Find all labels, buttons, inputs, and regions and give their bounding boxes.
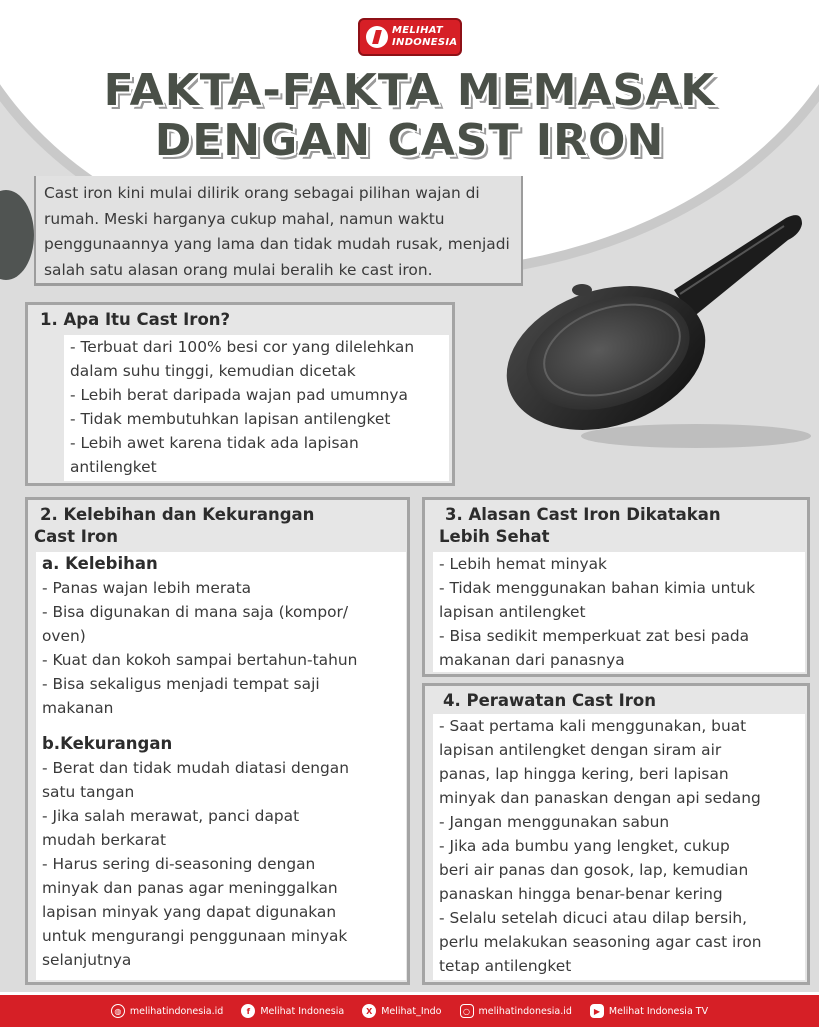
section-pros-cons bbox=[25, 497, 410, 985]
section-health-reasons bbox=[422, 497, 810, 677]
list-item: - Tidak membutuhkan lapisan antilengket bbox=[70, 410, 391, 428]
list-item: perlu melakukan seasoning agar cast iron bbox=[439, 933, 762, 951]
list-item: - Jika ada bumbu yang lengket, cukup bbox=[439, 837, 730, 855]
list-item: selanjutnya bbox=[42, 951, 132, 969]
list-item: lapisan antilengket dengan siram air bbox=[439, 741, 722, 759]
list-item: - Jangan menggunakan sabun bbox=[439, 813, 670, 831]
logo-mark-icon bbox=[366, 26, 388, 48]
list-item: antilengket bbox=[70, 458, 157, 476]
section1-body bbox=[64, 335, 449, 481]
intro-line: rumah. Meski harganya cukup mahal, namun waktu bbox=[44, 209, 445, 228]
instagram-icon: ○ bbox=[460, 1004, 474, 1018]
logo-line2: INDONESIA bbox=[392, 37, 458, 48]
section-care bbox=[422, 683, 810, 985]
list-item: tetap antilengket bbox=[439, 957, 572, 975]
list-item: minyak dan panaskan dengan api sedang bbox=[439, 789, 761, 807]
pros-heading: a. Kelebihan bbox=[42, 554, 158, 573]
footer-youtube-link[interactable] bbox=[590, 1004, 708, 1018]
section2-title-line2: Cast Iron bbox=[34, 527, 119, 546]
list-item: satu tangan bbox=[42, 783, 135, 801]
list-item: - Lebih awet karena tidak ada lapisan bbox=[70, 434, 359, 452]
list-item: - Bisa sekaligus menjadi tempat saji bbox=[42, 675, 320, 693]
section3-body bbox=[433, 552, 805, 672]
footer-website-text: melihatindonesia.id bbox=[129, 1005, 224, 1017]
section4-body bbox=[433, 714, 805, 980]
list-item: panas, lap hingga kering, beri lapisan bbox=[439, 765, 729, 783]
footer-instagram-text: melihatindonesia.id bbox=[478, 1005, 572, 1017]
section3-title-line1: 3. Alasan Cast Iron Dikatakan bbox=[445, 505, 721, 524]
x-icon: X bbox=[362, 1004, 376, 1018]
list-item: - Lebih berat daripada wajan pad umumnya bbox=[70, 386, 408, 404]
list-item: beri air panas dan gosok, lap, kemudian bbox=[439, 861, 749, 879]
intro-box bbox=[34, 176, 523, 286]
list-item: panaskan hingga benar-benar kering bbox=[439, 885, 723, 903]
intro-accent bbox=[0, 190, 34, 280]
title-line2: DENGAN CAST IRON bbox=[154, 115, 665, 166]
footer-youtube-text: Melihat Indonesia TV bbox=[608, 1005, 709, 1017]
list-item: makanan dari panasnya bbox=[439, 651, 625, 669]
facebook-icon: f bbox=[241, 1004, 255, 1018]
list-item: - Harus sering di-seasoning dengan bbox=[42, 855, 316, 873]
section2-body bbox=[36, 552, 406, 980]
intro-line: penggunaannya yang lama dan tidak mudah rusak, menjadi bbox=[44, 235, 510, 253]
list-item: - Terbuat dari 100% besi cor yang dilelehkan bbox=[70, 338, 415, 356]
youtube-icon: ▶ bbox=[590, 1004, 604, 1018]
list-item: - Lebih hemat minyak bbox=[439, 555, 607, 573]
list-item: - Selalu setelah dicuci atau dilap bersih, bbox=[439, 909, 748, 927]
list-item: - Saat pertama kali menggunakan, buat bbox=[439, 717, 747, 735]
list-item: - Berat dan tidak mudah diatasi dengan bbox=[42, 759, 349, 777]
list-item: minyak dan panas agar meninggalkan bbox=[42, 879, 338, 897]
footer-facebook-text: Melihat Indonesia bbox=[260, 1005, 345, 1017]
page-title bbox=[0, 66, 819, 166]
list-item: - Tidak menggunakan bahan kimia untuk bbox=[439, 579, 756, 597]
list-item: oven) bbox=[42, 627, 86, 645]
list-item: - Kuat dan kokoh sampai bertahun-tahun bbox=[42, 651, 358, 669]
intro-line: Cast iron kini mulai dilirik orang sebagai pilihan wajan di bbox=[44, 184, 480, 202]
list-item: - Bisa digunakan di mana saja (kompor/ bbox=[42, 603, 349, 621]
social-footer bbox=[0, 992, 819, 1027]
list-item: lapisan minyak yang dapat digunakan bbox=[42, 903, 337, 921]
list-item: makanan bbox=[42, 699, 114, 717]
section3-title-line2: Lebih Sehat bbox=[439, 527, 550, 546]
list-item: - Bisa sedikit memperkuat zat besi pada bbox=[439, 627, 750, 645]
list-item: mudah berkarat bbox=[42, 831, 167, 849]
title-line1: FAKTA-FAKTA MEMASAK bbox=[103, 65, 716, 116]
footer-instagram-link[interactable] bbox=[460, 1004, 572, 1018]
section4-title: 4. Perawatan Cast Iron bbox=[443, 691, 656, 710]
footer-x-link[interactable] bbox=[362, 1004, 441, 1018]
list-item: dalam suhu tinggi, kemudian dicetak bbox=[70, 362, 356, 380]
list-item: - Jika salah merawat, panci dapat bbox=[42, 807, 300, 825]
section2-title-line1: 2. Kelebihan dan Kekurangan bbox=[40, 505, 315, 524]
footer-website-link[interactable] bbox=[111, 1004, 223, 1018]
footer-x-text: Melihat_Indo bbox=[381, 1005, 442, 1017]
list-item: - Panas wajan lebih merata bbox=[42, 579, 252, 597]
cons-heading: b.Kekurangan bbox=[42, 734, 173, 753]
list-item: lapisan antilengket bbox=[439, 603, 586, 621]
globe-icon: ◍ bbox=[111, 1004, 125, 1018]
section1-title: 1. Apa Itu Cast Iron? bbox=[40, 310, 231, 329]
intro-line: salah satu alasan orang mulai beralih ke cast iron. bbox=[44, 260, 433, 279]
footer-facebook-link[interactable] bbox=[241, 1004, 344, 1018]
logo-line1: MELIHAT bbox=[392, 25, 443, 36]
section-what-is-cast-iron bbox=[25, 302, 455, 486]
brand-logo[interactable] bbox=[358, 18, 462, 56]
cast-iron-pan-illustration bbox=[496, 198, 818, 458]
list-item: untuk mengurangi penggunaan minyak bbox=[42, 927, 348, 945]
